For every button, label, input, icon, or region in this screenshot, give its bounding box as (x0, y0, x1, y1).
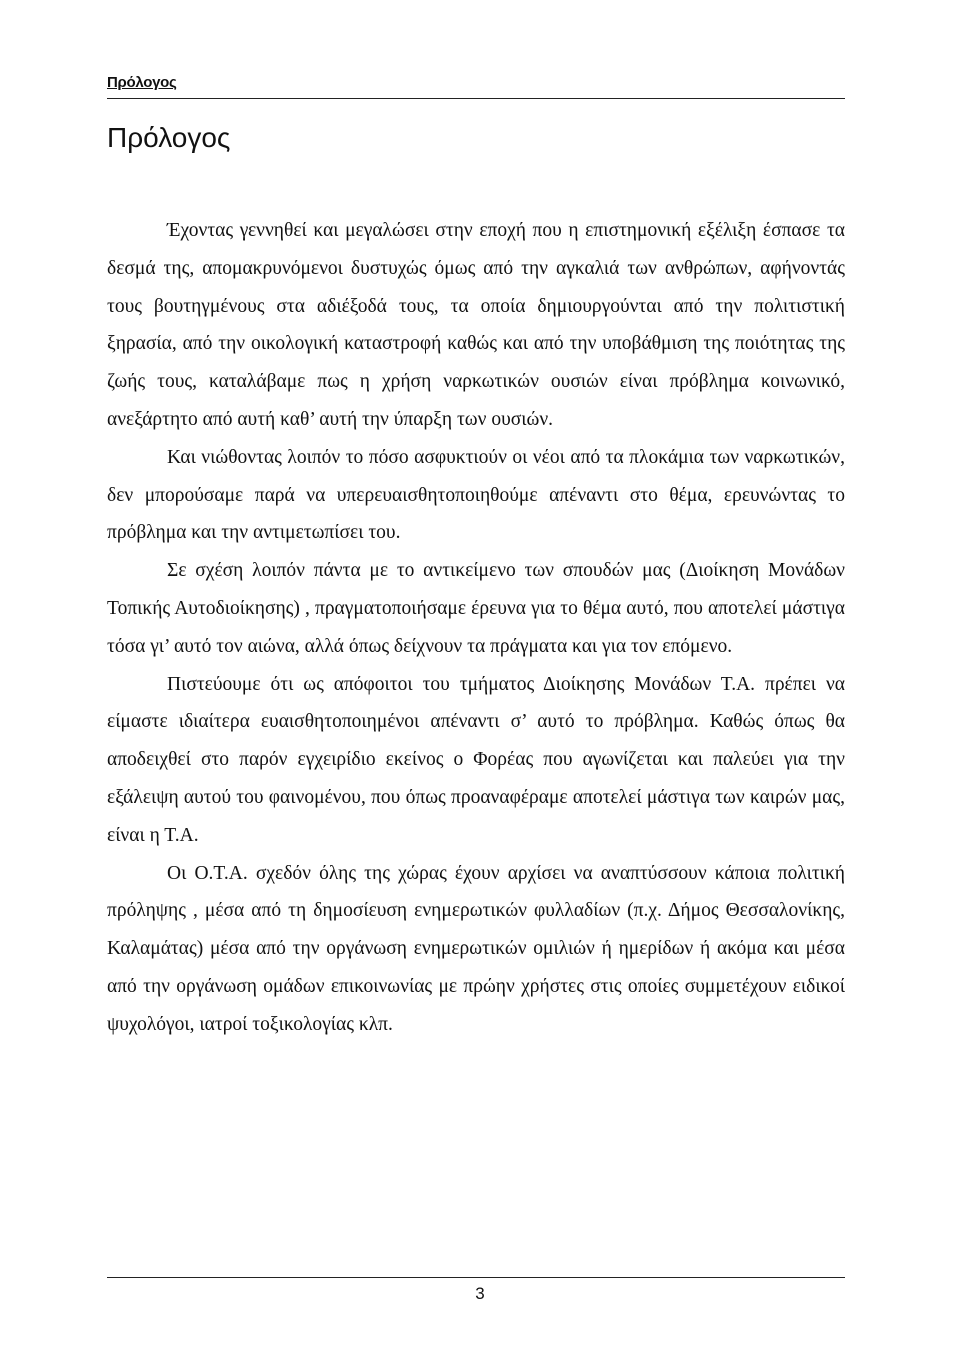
paragraph: Σε σχέση λοιπόν πάντα με το αντικείμενο των σπουδών μας (Διοίκηση Μονάδων Τοπικής Αυτοδιοίκησης) , πραγματοποιήσαμε έρευνα για το θέμα αυτό, που αποτελεί μάστιγα τόσα γι’ αυτό τον αιώνα, αλλά όπως δείχνουν τα πράγματα και για τον επόμενο. (107, 560, 845, 657)
body-text (107, 212, 845, 1044)
page-title: Πρόλογος (107, 122, 231, 153)
paragraph: Και νιώθοντας λοιπόν το πόσο ασφυκτιούν οι νέοι από τα πλοκάμια των ναρκωτικών, δεν μπορούσαμε παρά να υπερευαισθητοποιηθούμε απέναντι στο θέμα, ερευνώντας το πρόβλημα και την αντιμετωπίσει του. (107, 446, 845, 544)
paragraph: Έχοντας γεννηθεί και μεγαλώσει στην εποχή που η επιστημονική εξέλιξη έσπασε τα δεσμά της, απομακρυνόμενοι δυστυχώς όμως από την αγκαλιά των ανθρώπων, αφήνοντάς τους βουτηγμένους στα αδιέξοδά τους, τα οποία δημιουργούνται από την πολιτιστική ξηρασία, από την οικολογική καταστροφή καθώς και από την υποβάθμιση της ποιότητας της ζωής τους, καταλάβαμε πως η χρήση ναρκωτικών ουσιών είναι πρόβλημα κοινωνικό, ανεξάρτητο από αυτή καθ’ αυτή την ύπαρξη των ουσιών. (107, 220, 845, 430)
running-header (107, 72, 845, 99)
paragraph: Οι Ο.Τ.Α. σχεδόν όλης της χώρας έχουν αρχίσει να αναπτύσσουν κάποια πολιτική πρόληψης , μέσα από τη δημοσίευση ενημερωτικών φυλλαδίων (π.χ. Δήμος Θεσσαλονίκης, Καλαμάτας) μέσα από την οργάνωση ενημερωτικών ομιλιών ή ημερίδων ή ακόμα και μέσα από την οργάνωση ομάδων επικοινωνίας με πρώην χρήστες στις οποίες συμμετέχουν ειδικοί ψυχολόγοι, ιατροί τοξικολογίας κλπ. (107, 862, 845, 1035)
page-number: 3 (475, 1284, 485, 1303)
footer-rule (107, 1277, 845, 1278)
running-header-title: Πρόλογος (107, 74, 177, 91)
paragraph: Πιστεύουμε ότι ως απόφοιτοι του τμήματος Διοίκησης Μονάδων Τ.Α. πρέπει να είμαστε ιδιαίτερα ευαισθητοποιημένοι απέναντι σ’ αυτό το πρόβλημα. Καθώς όπως θα αποδειχθεί στο παρόν εγχειρίδιο εκείνος ο Φορέας που αγωνίζεται και παλεύει για την εξάλειψη αυτού του φαινομένου, που όπως προαναφέραμε αποτελεί μάστιγα των καιρών μας, είναι η Τ.Α. (107, 673, 845, 846)
